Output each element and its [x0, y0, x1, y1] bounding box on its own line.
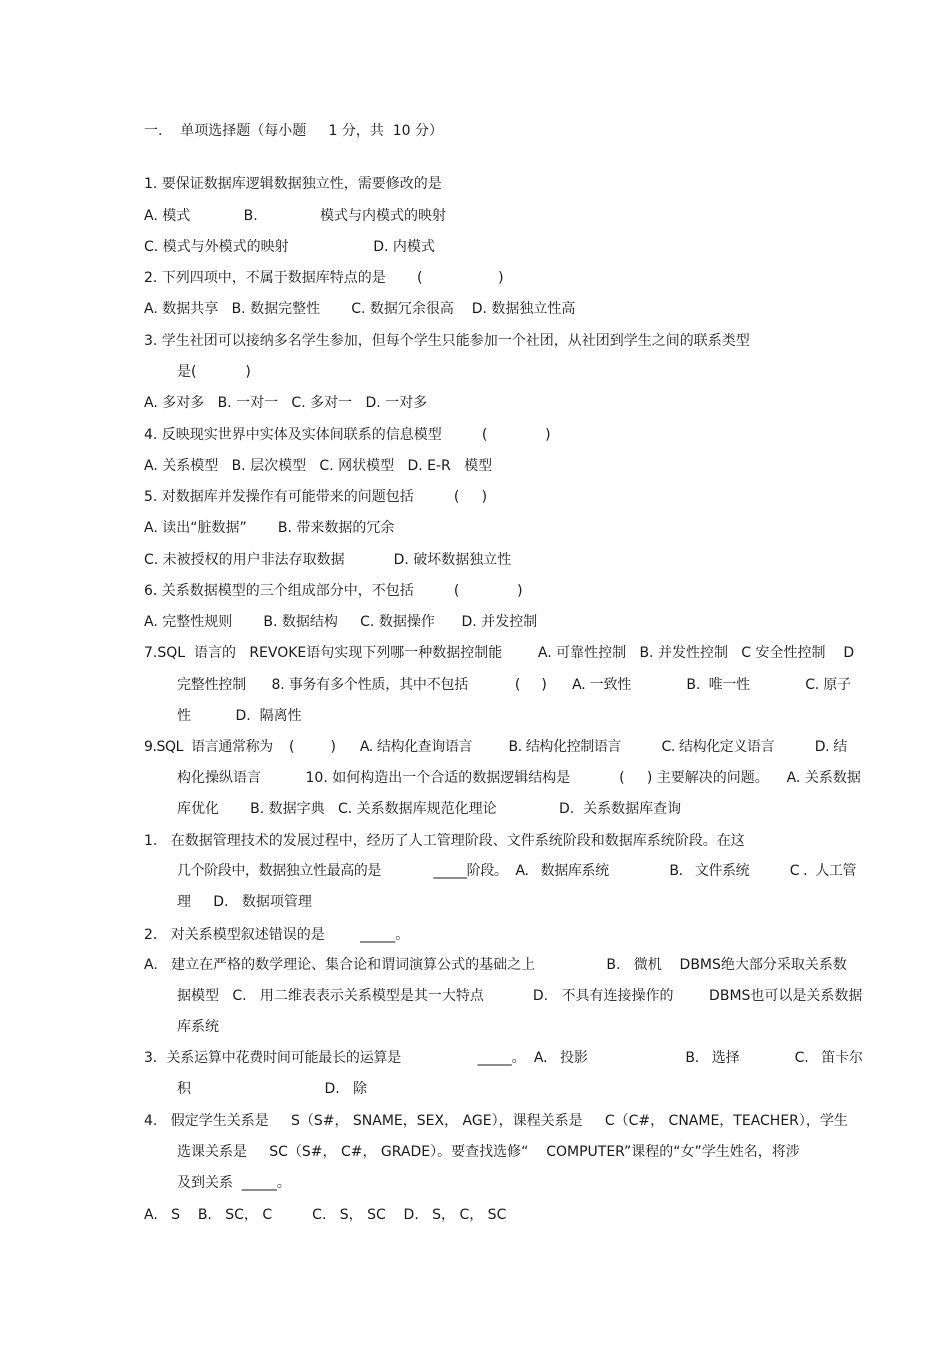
question-line: 几个阶段中，数据独立性最高的是 _____阶段。 A. 数据库系统 B. 文件系统 C . 人工管 [177, 863, 857, 879]
question-line: 5. 对数据库并发操作有可能带来的问题包括 ( ) [144, 489, 488, 505]
section-heading: 一. 单项选择题（每小题 1 分，共 10 分） [144, 123, 444, 139]
question-line: A. 读出“脏数据” B. 带来数据的冗余 [144, 520, 395, 536]
question-line: 3. 学生社团可以接纳多名学生参加，但每个学生只能参加一个社团，从社团到学生之间的联系类型 [144, 333, 750, 349]
question-line: A. 模式 B. 模式与内模式的映射 [144, 208, 446, 224]
question-line: 构化操纵语言 10. 如何构造出一个合适的数据逻辑结构是 ( ) 主要解决的问题。 A. 关系数据 [177, 770, 861, 786]
question-line: 完整性控制 8. 事务有多个性质，其中不包括 ( ) A. 一致性 B. 唯一性 C. 原子 [177, 677, 851, 693]
question-line: 库系统 [177, 1019, 219, 1035]
question-line: A. 关系模型 B. 层次模型 C. 网状模型 D. E-R 模型 [144, 458, 493, 474]
question-line: 选课关系是 SC（S#， C#， GRADE）。要查找选修“ COMPUTER”课程的“女”学生姓名，将涉 [177, 1144, 800, 1160]
question-line: 7.SQL 语言的 REVOKE语句实现下列哪一种数据控制能 A. 可靠性控制 B. 并发性控制 C 安全性控制 D [144, 645, 855, 661]
question-line: C. 未被授权的用户非法存取数据 D. 破坏数据独立性 [144, 552, 512, 568]
question-line: A. 完整性规则 B. 数据结构 C. 数据操作 D. 并发控制 [144, 614, 538, 630]
question-line: 6. 关系数据模型的三个组成部分中，不包括 ( ) [144, 583, 523, 599]
question-line: A. 建立在严格的数学理论、集合论和谓词演算公式的基础之上 B. 微机 DBMS绝大部分采取关系数 [144, 957, 847, 973]
question-line: 积 D. 除 [177, 1081, 368, 1097]
question-line: 及到关系 _____。 [177, 1175, 291, 1191]
question-line: 1. 要保证数据库逻辑数据独立性，需要修改的是 [144, 176, 442, 192]
question-line: A. 数据共享 B. 数据完整性 C. 数据冗余很高 D. 数据独立性高 [144, 301, 576, 317]
question-line: 4. 反映现实世界中实体及实体间联系的信息模型 ( ) [144, 427, 551, 443]
question-line: 理 D. 数据项管理 [177, 894, 312, 910]
question-line: 2. 下列四项中，不属于数据库特点的是 ( ) [144, 270, 504, 286]
question-line: 据模型 C. 用二维表表示关系模型是其一大特点 D. 不具有连接操作的 DBMS也可以是关系数据 [177, 988, 863, 1004]
question-line: 2. 对关系模型叙述错误的是 _____。 [144, 927, 410, 943]
question-line: 9.SQL 语言通常称为 ( ) A. 结构化查询语言 B. 结构化控制语言 C. 结构化定义语言 D. 结 [144, 739, 847, 755]
question-line: 3．关系运算中花费时间可能最长的运算是 _____。 A. 投影 B. 选择 C. 笛卡尔 [144, 1050, 863, 1066]
question-line: A. 多对多 B. 一对一 C. 多对一 D. 一对多 [144, 395, 428, 411]
question-line: 性 D. 隔离性 [177, 708, 302, 724]
question-line: 库优化 B. 数据字典 C. 关系数据库规范化理论 D. 关系数据库查询 [177, 801, 682, 817]
question-line: 1. 在数据管理技术的发展过程中，经历了人工管理阶段、文件系统阶段和数据库系统阶段。在这 [144, 833, 745, 849]
question-line: C. 模式与外模式的映射 D. 内模式 [144, 239, 435, 255]
question-line: A. S B. SC， C C. S， SC D. S， C， SC [144, 1207, 507, 1223]
question-line: 4. 假定学生关系是 S（S#， SNAME，SEX， AGE），课程关系是 C（C#， CNAME，TEACHER），学生 [144, 1113, 848, 1129]
question-line: 是( ) [177, 364, 251, 380]
